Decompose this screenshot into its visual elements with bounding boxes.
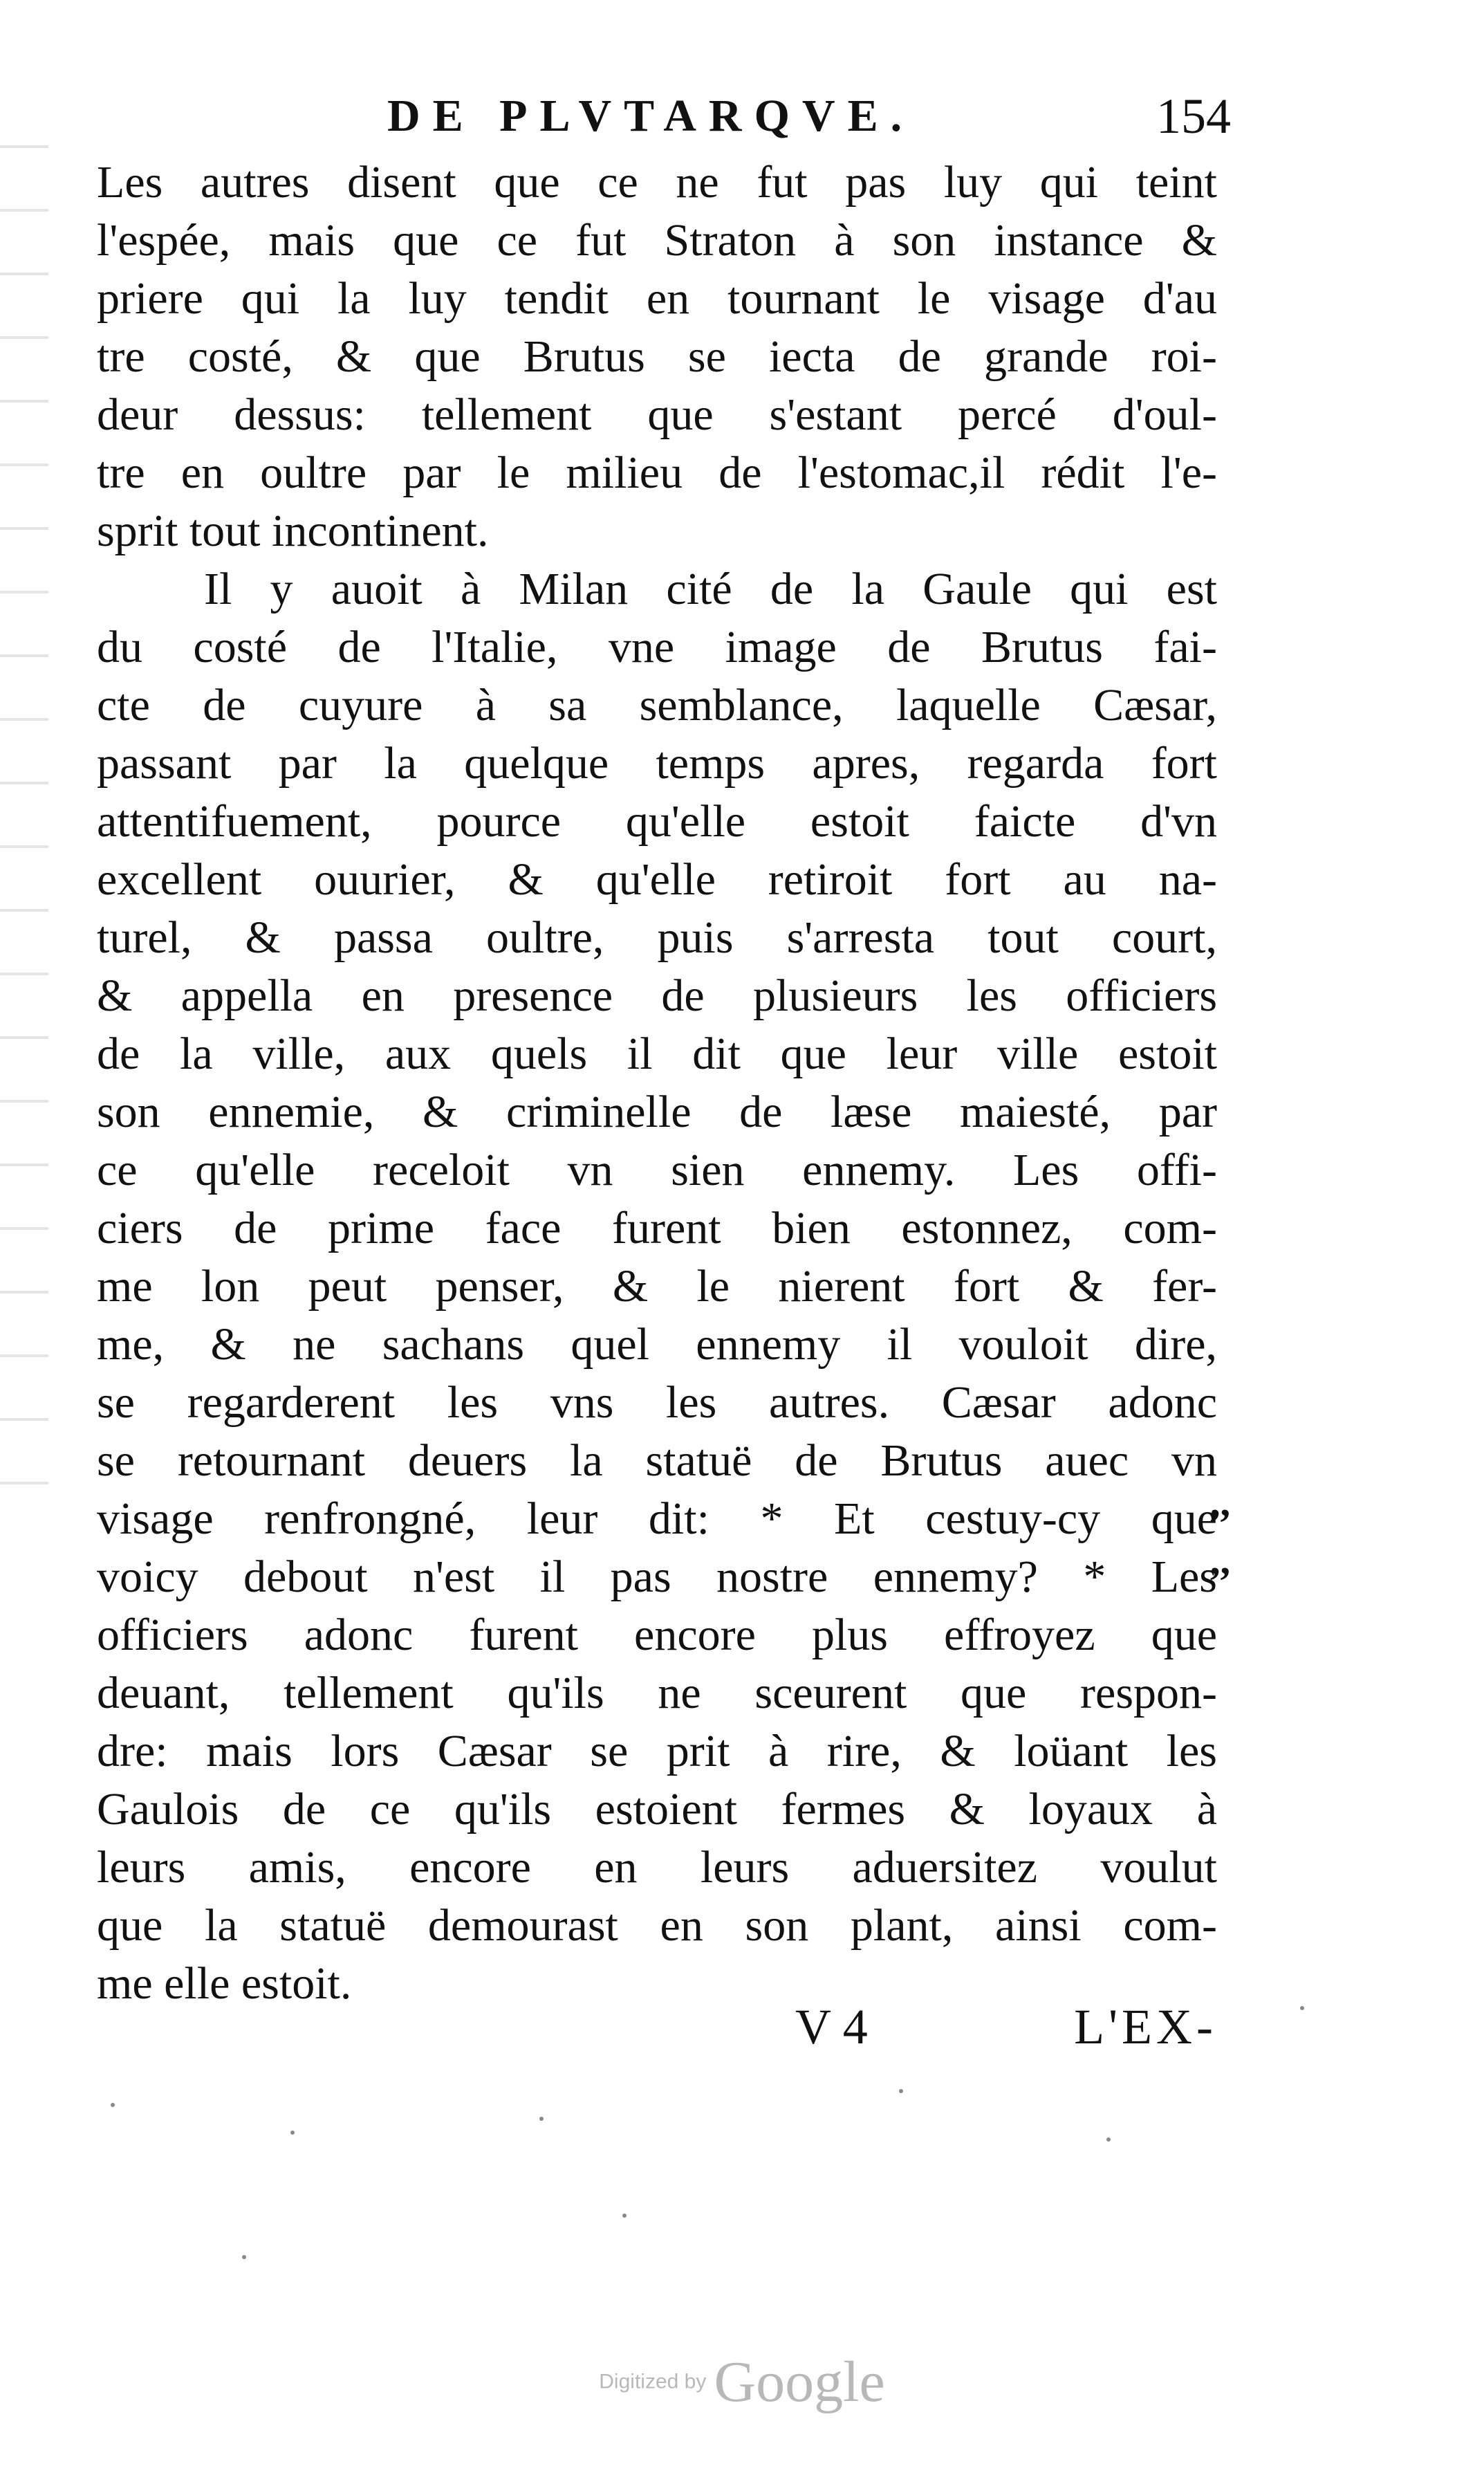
- text-line: passant par la quelque temps apres, regarda fort: [97, 738, 1217, 789]
- text-line: excellent ouurier, & qu'elle retiroit fort au na-: [97, 854, 1217, 905]
- text-line: me lon peut penser, & le nierent fort & fer-: [97, 1261, 1217, 1312]
- text-line: tre en oultre par le milieu de l'estomac,il rédit l'e-: [97, 448, 1217, 498]
- text-line: visage renfrongné, leur dit: * Et cestuy-cy que: [97, 1493, 1217, 1544]
- text-line: me, & ne sachans quel ennemy il vouloit dire,: [97, 1319, 1217, 1370]
- text-line: me elle estoit.: [97, 1958, 352, 2009]
- gutter-shadow: [0, 104, 48, 1487]
- text-line: se regarderent les vns les autres. Cæsar adonc: [97, 1377, 1217, 1428]
- text-line: deur dessus: tellement que s'estant percé d'oul-: [97, 389, 1217, 440]
- signature-mark: V 4: [795, 1999, 868, 2054]
- margin-quote-mark: ,,: [1210, 1480, 1230, 1525]
- text-line: deuant, tellement qu'ils ne sceurent que respon-: [97, 1668, 1217, 1718]
- body-text: [97, 154, 1217, 2013]
- paragraph-start-line: Il y auoit à Milan cité de la Gaule qui est: [204, 564, 1217, 614]
- speck: [1300, 2006, 1304, 2010]
- speck: [111, 2103, 115, 2107]
- text-line: de la ville, aux quels il dit que leur ville estoit: [97, 1029, 1217, 1079]
- text-line: Gaulois de ce qu'ils estoient fermes & loyaux à: [97, 1784, 1217, 1834]
- text-line: officiers adonc furent encore plus effroyez que: [97, 1610, 1217, 1660]
- text-line: voicy debout n'est il pas nostre ennemy? * Les: [97, 1552, 1217, 1602]
- speck: [899, 2089, 903, 2093]
- text-line: turel, & passa oultre, puis s'arresta tout court,: [97, 912, 1217, 963]
- text-line: ciers de prime face furent bien estonnez, com-: [97, 1203, 1217, 1253]
- text-line: leurs amis, encore en leurs aduersitez voulut: [97, 1842, 1217, 1893]
- google-logo: Google: [714, 2350, 885, 2414]
- running-title: DE PLVTARQVE.: [387, 91, 915, 141]
- watermark-prefix: Digitized by: [599, 2370, 707, 2393]
- text-line: dre: mais lors Cæsar se prit à rire, & loüant les: [97, 1726, 1217, 1776]
- speck: [242, 2255, 246, 2259]
- text-line: & appella en presence de plusieurs les officiers: [97, 970, 1217, 1021]
- text-line: cte de cuyure à sa semblance, laquelle Cæsar,: [97, 680, 1217, 730]
- text-line: ce qu'elle receloit vn sien ennemy. Les offi-: [97, 1145, 1217, 1195]
- text-line: du costé de l'Italie, vne image de Brutus fai-: [97, 622, 1217, 672]
- text-line: sprit tout incontinent.: [97, 506, 489, 556]
- speck: [1106, 2137, 1111, 2142]
- page-footer: [97, 1992, 1217, 2061]
- speck: [622, 2214, 627, 2218]
- text-line: priere qui la luy tendit en tournant le visage d'au: [97, 273, 1217, 324]
- page-number: 154: [1156, 89, 1231, 144]
- margin-quote-mark: ,,: [1210, 1538, 1230, 1583]
- text-line: son ennemie, & criminelle de læse maiesté, par: [97, 1087, 1217, 1137]
- text-line: l'espée, mais que ce fut Straton à son instance &: [97, 215, 1217, 266]
- speck: [290, 2131, 295, 2135]
- text-line: Les autres disent que ce ne fut pas luy qui teint: [97, 157, 1217, 208]
- text-line: tre costé, & que Brutus se iecta de grande roi-: [97, 331, 1217, 382]
- digitized-watermark: [0, 2348, 1484, 2416]
- text-line: que la statuë demourast en son plant, ainsi com-: [97, 1900, 1217, 1951]
- speck: [539, 2117, 544, 2121]
- text-line: se retournant deuers la statuë de Brutus auec vn: [97, 1435, 1217, 1486]
- page-header: [97, 82, 1231, 151]
- margin-quote-marks: [1210, 1473, 1286, 1590]
- text-line: attentifuement, pource qu'elle estoit faicte d'vn: [97, 796, 1217, 847]
- catchword: L'EX-: [1074, 1999, 1217, 2054]
